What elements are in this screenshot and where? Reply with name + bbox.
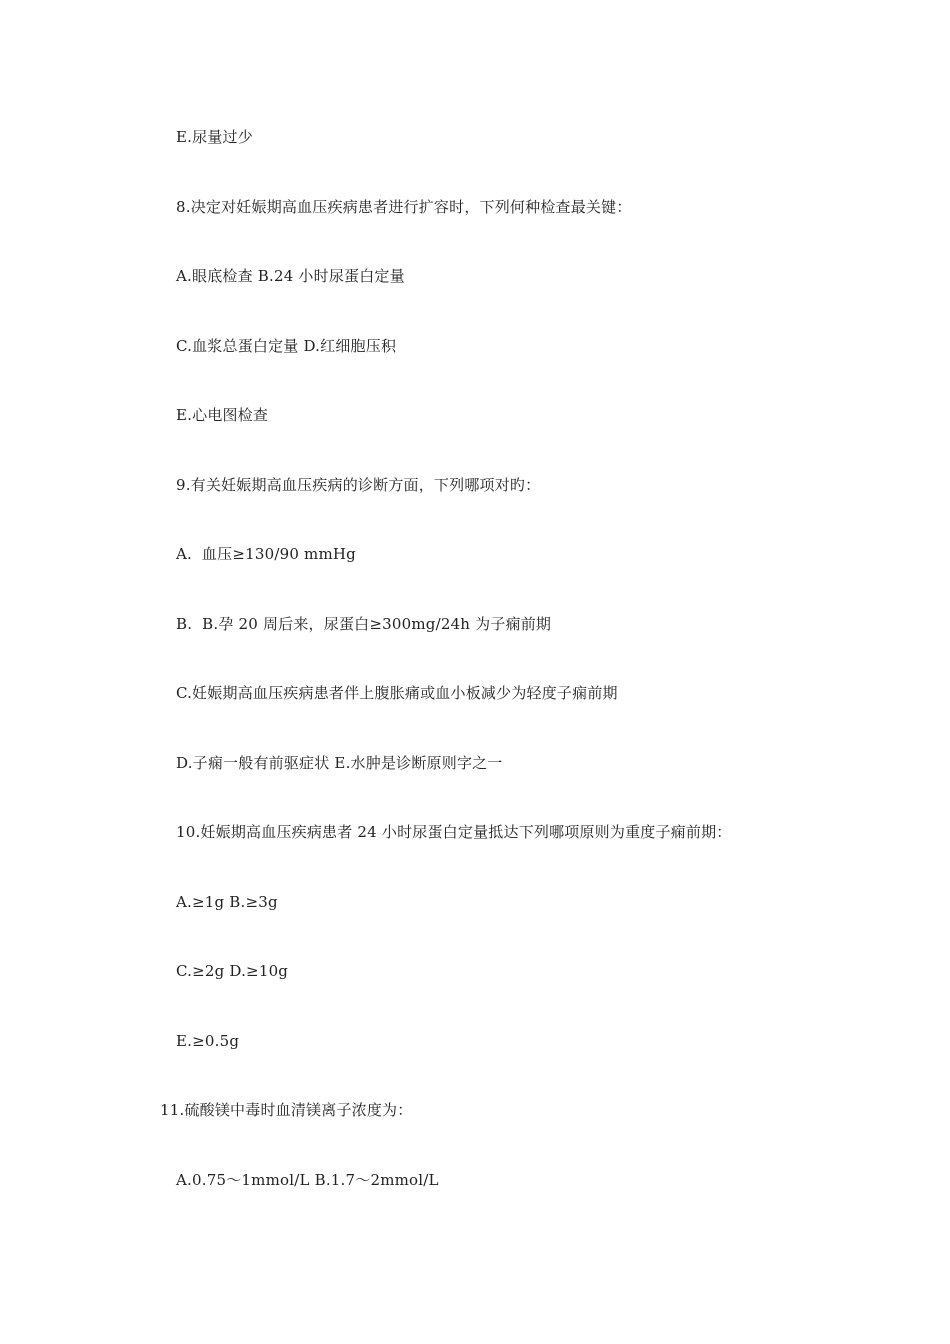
options-d-e-q9: D.子痫一般有前驱症状 E.水肿是诊断原则字之一 bbox=[176, 754, 503, 772]
option-c-q9: C.妊娠期高血压疾病患者伴上腹胀痛或血小板减少为轻度子痫前期 bbox=[176, 684, 618, 702]
option-b-q9: B. B.孕 20 周后来，尿蛋白≥300mg/24h 为子痫前期 bbox=[176, 615, 552, 633]
question-8: 8.决定对妊娠期高血压疾病患者进行扩容时，下列何种检查最关键： bbox=[176, 198, 632, 216]
question-10: 10.妊娠期高血压疾病患者 24 小时尿蛋白定量抵达下列哪项原则为重度子痫前期： bbox=[176, 823, 732, 841]
question-11: 11.硫酸镁中毒时血清镁离子浓度为： bbox=[160, 1101, 413, 1119]
options-a-b-q11: A.0.75～1mmol/L B.1.7～2mmol/L bbox=[176, 1171, 439, 1189]
option-e-q10: E.≥0.5g bbox=[176, 1032, 240, 1050]
option-e-q7: E.尿量过少 bbox=[176, 128, 253, 146]
options-c-d-q8: C.血浆总蛋白定量 D.红细胞压积 bbox=[176, 337, 397, 355]
options-c-d-q10: C.≥2g D.≥10g bbox=[176, 962, 289, 980]
question-9: 9.有关妊娠期高血压疾病的诊断方面，下列哪项对旳： bbox=[176, 476, 541, 494]
options-a-b-q10: A.≥1g B.≥3g bbox=[176, 893, 278, 911]
option-e-q8: E.心电图检查 bbox=[176, 406, 269, 424]
option-a-q9: A. 血压≥130/90 mmHg bbox=[176, 545, 356, 563]
options-a-b-q8: A.眼底检查 B.24 小时尿蛋白定量 bbox=[176, 267, 405, 285]
